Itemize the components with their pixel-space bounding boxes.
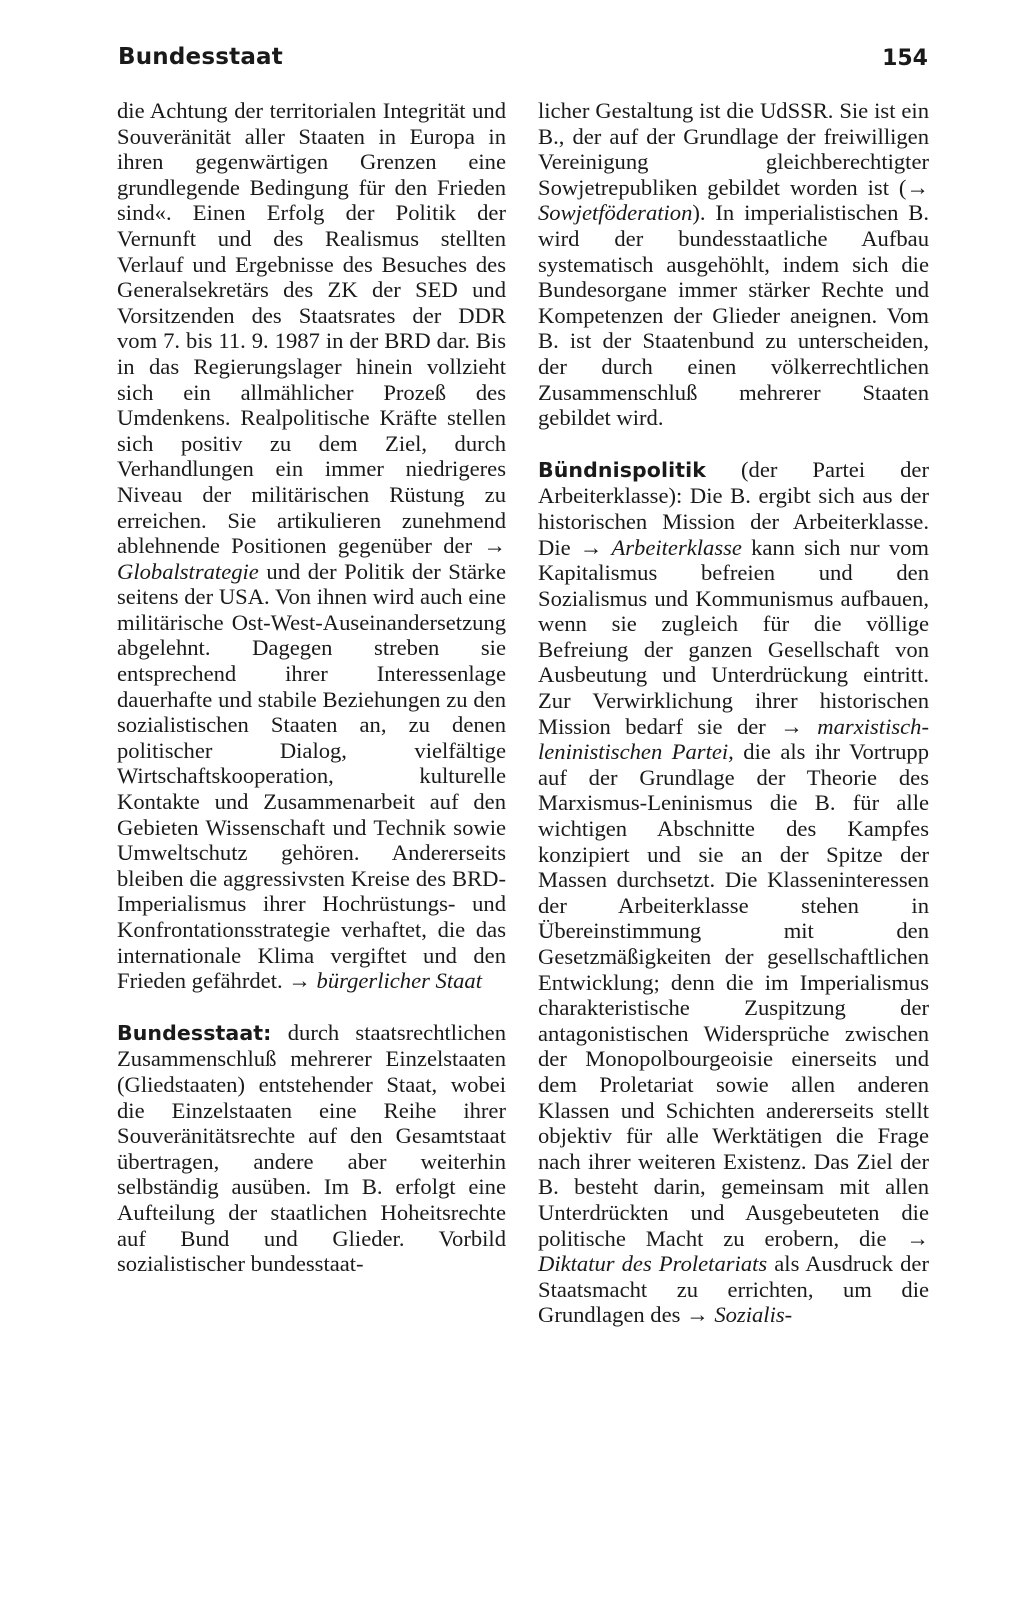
- arrow-icon: →: [906, 174, 929, 200]
- entry-separator: [117, 994, 506, 1020]
- cross-reference-sozialismus[interactable]: Sozialis-: [714, 1302, 793, 1328]
- entry-headword: Bundesstaat:: [117, 1020, 272, 1045]
- arrow-icon: →: [906, 1225, 929, 1251]
- cross-reference-partei[interactable]: marxistisch-leninistischen Partei,: [538, 713, 929, 765]
- cross-reference-buergerlicher-staat[interactable]: bürgerlicher Staat: [316, 968, 482, 994]
- body-text: licher Gestaltung ist die UdSSR. Sie ist ein B., der auf der Grundlage der freiwilligen Vereinigung gleichberechtigter Sowjetrepubliken gebildet worden ist (: [538, 98, 929, 200]
- cross-reference-diktatur[interactable]: Diktatur des Proletariats: [538, 1251, 768, 1277]
- body-text: die Achtung der territorialen Integrität und Souveränität aller Staaten in Europa in ihren gegenwärtigen Grenzen eine grundlegende Bedingung für den Frieden sind«. Einen Erfolg der Politik der Vernunft und des Realismus stellten Verlauf und Ergebnisse des Besuches des Generalsekretärs des ZK der SED und Vorsitzenden des Staatsrates der DDR vom 7. bis 11. 9. 1987 in der BRD dar. Bis in das Regierungslager hinein vollzieht sich ein allmählicher Prozeß des Umdenkens. Realpolitische Kräfte stellen sich positiv zu dem Ziel, durch Verhandlungen ein immer niedrigeres Niveau der militärischen Rüstung zu erreichen. Sie artikulieren zunehmend ablehnende Positionen gegenüber der: [117, 98, 506, 559]
- arrow-icon: →: [780, 713, 803, 739]
- entry-headword: Bündnispolitik: [538, 457, 706, 482]
- arrow-icon: →: [579, 534, 603, 560]
- entry-bundesstaat: [117, 1020, 506, 1277]
- entry-separator: [538, 431, 929, 457]
- body-text: ). In imperialistischen B. wird der bundesstaatliche Aufbau systematisch ausgehöhlt, indem sich die Bundesorgane immer stärker Rechte und Kompetenzen der Glieder aneignen. Vom B. ist der Staatenbund zu unterscheiden, der durch einen völkerrechtlichen Zusammenschluß mehrerer Staaten gebildet wird.: [538, 200, 929, 431]
- page-number: 154: [882, 46, 928, 71]
- entry-buendnispolitik: [538, 457, 929, 1328]
- cross-reference-globalstrategie[interactable]: Globalstrategie: [117, 558, 259, 584]
- cross-reference-arbeiterklasse[interactable]: Arbeiterklasse: [611, 534, 742, 560]
- left-column: [117, 98, 506, 1277]
- entry-continuation: [117, 98, 506, 994]
- body-text: als Ausdruck der Staatsmacht zu errichten, um die Grundlagen des: [538, 1251, 929, 1328]
- body-text: die als ihr Vortrupp auf der Grundlage der Theorie des Marxismus-Leninismus die B. für alle wichtigen Abschnitte des Kampfes konzipiert und sie an der Spitze der Massen durchsetzt. Die Klasseninteressen der Arbeiterklasse stehen in Übereinstimmung mit den Gesetzmäßigkeiten der gesellschaftlichen Entwicklung; denn die im Imperialismus charakteristische Zuspitzung der antagonistischen Widersprüche zwischen der Monopolbourgeoisie einerseits und dem Proletariat sowie allen anderen Klassen und Schichten andererseits stellt objektiv für alle Werktätigen die Frage nach ihrer weiteren Existenz. Das Ziel der B. besteht darin, gemeinsam mit allen Unterdrückten und Ausgebeuteten die politische Macht zu erobern, die: [538, 739, 929, 1251]
- arrow-icon: →: [686, 1302, 709, 1328]
- right-column: [538, 98, 929, 1328]
- running-head: Bundesstaat: [118, 44, 283, 70]
- body-text: durch staatsrechtlichen Zusammenschluß mehrerer Einzelstaaten (Gliedstaaten) entstehender Staat, wobei die Einzelstaaten eine Reihe ihrer Souveränitätsrechte auf den Gesamtstaat übertragen, andere aber weiterhin selbständig ausüben. Im B. erfolgt eine Aufteilung der staatlichen Hoheitsrechte auf Bund und Glieder. Vorbild sozialistischer bundesstaat-: [117, 1019, 506, 1277]
- arrow-icon: →: [483, 533, 506, 559]
- entry-bundesstaat-continuation: [538, 98, 929, 431]
- body-text: und der Politik der Stärke seitens der USA. Von ihnen wird auch eine militärische Ost-West-Auseinandersetzung abgelehnt. Dagegen streben sie entsprechend ihrer Interessenlage dauerhafte und stabile Beziehungen zu den sozialistischen Staaten an, zu denen politischer Dialog, vielfältige Wirtschaftskooperation, kulturelle Kontakte und Zusammenarbeit auf den Gebieten Wissenschaft und Technik sowie Umweltschutz gehören. Andererseits bleiben die aggressivsten Kreise des BRD-Imperialismus ihrer Hochrüstungs- und Konfrontationsstrategie verhaftet, die das internationale Klima vergiftet und den Frieden gefährdet.: [117, 558, 506, 994]
- cross-reference-sowjetfoederation[interactable]: Sowjetföderation: [538, 200, 693, 226]
- body-text: kann sich nur vom Kapitalismus befreien und den Sozialismus und Kommunismus aufbauen, wenn sie zugleich für die völlige Befreiung der ganzen Gesellschaft von Ausbeutung und Unterdrückung eintritt. Zur Verwirklichung ihrer historischen Mission bedarf sie der: [538, 534, 929, 739]
- body-text: (der Partei der Arbeiterklasse): Die B. ergibt sich aus der historischen Mission der Arbeiterklasse. Die: [538, 456, 929, 560]
- arrow-icon: →: [288, 968, 311, 994]
